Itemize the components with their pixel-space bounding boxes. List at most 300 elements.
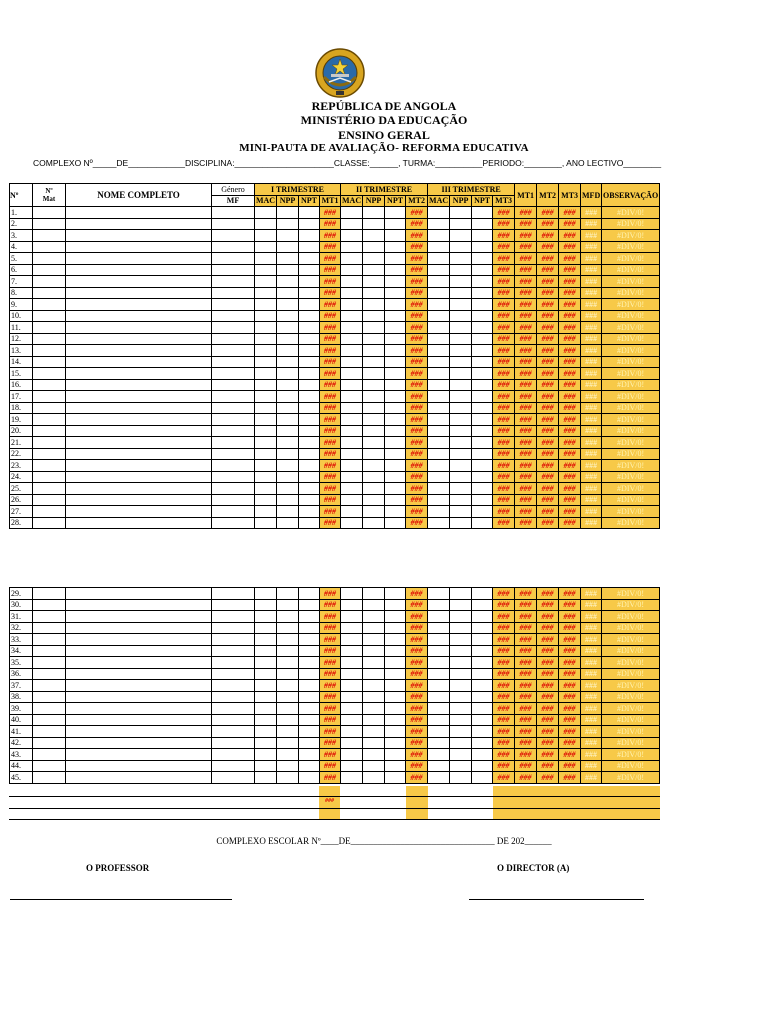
grade-cell — [428, 737, 450, 749]
mt-cell: ### — [515, 276, 537, 288]
footer-professor-label: O PROFESSOR — [86, 863, 150, 873]
observacao-cell: #DIV/0! — [602, 726, 660, 738]
grade-cell — [212, 668, 255, 680]
trimester-average-cell: ### — [493, 703, 515, 715]
grade-cell — [472, 356, 493, 368]
grade-cell — [385, 657, 406, 669]
grade-cell — [212, 264, 255, 276]
row-number: 12. — [10, 333, 33, 345]
grades-table-block2 — [9, 587, 660, 784]
observacao-cell: #DIV/0! — [602, 634, 660, 646]
grade-cell — [450, 402, 472, 414]
grade-cell — [450, 634, 472, 646]
grade-cell — [385, 425, 406, 437]
observacao-cell: #DIV/0! — [602, 680, 660, 692]
grade-cell — [450, 726, 472, 738]
mfd-cell: ### — [581, 322, 602, 334]
grade-cell — [255, 207, 277, 219]
grade-cell — [341, 218, 363, 230]
mfd-cell: ### — [581, 737, 602, 749]
mfd-cell: ### — [581, 588, 602, 600]
grade-cell — [472, 634, 493, 646]
grade-cell — [341, 287, 363, 299]
trimester-average-cell: ### — [406, 599, 428, 611]
trimester-average-cell: ### — [493, 391, 515, 403]
grade-cell — [299, 680, 320, 692]
mt-cell: ### — [559, 218, 581, 230]
mt-cell: ### — [559, 253, 581, 265]
trimester-average-cell: ### — [320, 230, 341, 242]
grade-cell — [363, 402, 385, 414]
grade-cell — [212, 414, 255, 426]
grade-cell — [66, 391, 212, 403]
grade-cell — [299, 737, 320, 749]
col-header-trimester-2: II TRIMESTRE — [341, 184, 428, 196]
grade-cell — [66, 483, 212, 495]
grade-cell — [277, 760, 299, 772]
grade-cell — [450, 425, 472, 437]
observacao-cell: #DIV/0! — [602, 494, 660, 506]
grade-cell — [341, 379, 363, 391]
grade-cell — [385, 471, 406, 483]
trimester-average-cell: ### — [320, 333, 341, 345]
grade-cell — [299, 494, 320, 506]
grade-cell — [277, 448, 299, 460]
grade-cell — [450, 333, 472, 345]
row-number: 23. — [10, 460, 33, 472]
grade-cell — [299, 368, 320, 380]
grade-cell — [428, 437, 450, 449]
observacao-cell: #DIV/0! — [602, 299, 660, 311]
grade-cell — [428, 622, 450, 634]
grade-cell — [341, 264, 363, 276]
trimester-average-cell: ### — [320, 494, 341, 506]
grade-cell — [472, 448, 493, 460]
mt-cell: ### — [559, 714, 581, 726]
grade-cell — [341, 471, 363, 483]
grade-cell — [472, 345, 493, 357]
grade-cell — [66, 668, 212, 680]
trimester-average-cell: ### — [320, 588, 341, 600]
grade-cell — [428, 402, 450, 414]
mt-cell: ### — [515, 230, 537, 242]
table-row — [10, 264, 660, 276]
grade-cell — [212, 287, 255, 299]
mt-cell: ### — [537, 657, 559, 669]
mt-cell: ### — [559, 287, 581, 299]
grade-cell — [341, 506, 363, 518]
mt-cell: ### — [515, 703, 537, 715]
table-row — [10, 333, 660, 345]
grade-cell — [363, 588, 385, 600]
grade-cell — [385, 287, 406, 299]
grade-cell — [212, 588, 255, 600]
observacao-cell: #DIV/0! — [602, 391, 660, 403]
grade-cell — [363, 517, 385, 529]
grade-cell — [385, 599, 406, 611]
mt-cell: ### — [515, 391, 537, 403]
observacao-cell: #DIV/0! — [602, 207, 660, 219]
grade-cell — [212, 749, 255, 761]
row-number: 14. — [10, 356, 33, 368]
grade-cell — [277, 402, 299, 414]
mt-cell: ### — [559, 299, 581, 311]
grade-cell — [341, 425, 363, 437]
col-header-npt: NPT — [299, 195, 320, 207]
trimester-average-cell: ### — [493, 471, 515, 483]
grade-cell — [472, 287, 493, 299]
mt-cell: ### — [537, 322, 559, 334]
grade-cell — [341, 645, 363, 657]
grade-cell — [255, 402, 277, 414]
grade-cell — [341, 345, 363, 357]
row-number: 45. — [10, 772, 33, 784]
table-row — [10, 691, 660, 703]
mfd-cell: ### — [581, 368, 602, 380]
observacao-cell: #DIV/0! — [602, 611, 660, 623]
mt-cell: ### — [537, 588, 559, 600]
grade-cell — [472, 703, 493, 715]
grade-cell — [277, 772, 299, 784]
mfd-cell: ### — [581, 207, 602, 219]
trimester-average-cell: ### — [493, 368, 515, 380]
observacao-cell: #DIV/0! — [602, 448, 660, 460]
trimester-average-cell: ### — [320, 622, 341, 634]
mt-cell: ### — [515, 668, 537, 680]
grade-cell — [341, 726, 363, 738]
grade-cell — [472, 517, 493, 529]
grade-cell — [212, 634, 255, 646]
trimester-average-cell: ### — [493, 494, 515, 506]
observacao-cell: #DIV/0! — [602, 414, 660, 426]
mt-cell: ### — [537, 471, 559, 483]
mt-cell: ### — [537, 726, 559, 738]
grade-cell — [450, 599, 472, 611]
trimester-average-cell: ### — [320, 645, 341, 657]
grade-cell — [33, 379, 66, 391]
grade-cell — [428, 680, 450, 692]
grade-cell — [450, 772, 472, 784]
table-row — [10, 749, 660, 761]
grade-cell — [428, 668, 450, 680]
grade-cell — [428, 703, 450, 715]
mt-cell: ### — [537, 241, 559, 253]
grade-cell — [277, 611, 299, 623]
grade-cell — [299, 714, 320, 726]
grade-cell — [33, 680, 66, 692]
grade-cell — [299, 264, 320, 276]
grade-cell — [363, 703, 385, 715]
table-row — [10, 494, 660, 506]
grade-cell — [428, 356, 450, 368]
mt-cell: ### — [537, 737, 559, 749]
mt-cell: ### — [537, 230, 559, 242]
mt-cell: ### — [515, 494, 537, 506]
grade-cell — [385, 241, 406, 253]
grade-cell — [428, 368, 450, 380]
trimester-average-cell: ### — [406, 726, 428, 738]
trimester-average-cell: ### — [320, 760, 341, 772]
grade-cell — [385, 356, 406, 368]
grade-cell — [472, 668, 493, 680]
mt-cell: ### — [515, 345, 537, 357]
grade-cell — [299, 241, 320, 253]
grade-cell — [363, 737, 385, 749]
observacao-cell: #DIV/0! — [602, 345, 660, 357]
mt-cell: ### — [559, 599, 581, 611]
table-row — [10, 310, 660, 322]
mfd-cell: ### — [581, 622, 602, 634]
mt-cell: ### — [515, 471, 537, 483]
mt-cell: ### — [559, 588, 581, 600]
mt-cell: ### — [537, 356, 559, 368]
grade-cell — [277, 333, 299, 345]
grade-cell — [385, 494, 406, 506]
grade-cell — [363, 622, 385, 634]
grade-cell — [428, 264, 450, 276]
trimester-average-cell: ### — [493, 253, 515, 265]
grade-cell — [277, 588, 299, 600]
trimester-average-cell: ### — [320, 691, 341, 703]
trimester-average-cell: ### — [320, 345, 341, 357]
observacao-cell: #DIV/0! — [602, 437, 660, 449]
observacao-cell: #DIV/0! — [602, 645, 660, 657]
mt-cell: ### — [559, 506, 581, 518]
mt-cell: ### — [537, 299, 559, 311]
mt-cell: ### — [515, 506, 537, 518]
totals-area — [9, 786, 660, 820]
grade-cell — [472, 402, 493, 414]
grade-cell — [363, 599, 385, 611]
grade-cell — [428, 448, 450, 460]
grade-cell — [212, 714, 255, 726]
grade-cell — [299, 310, 320, 322]
grade-cell — [385, 634, 406, 646]
mfd-cell: ### — [581, 772, 602, 784]
grade-cell — [299, 379, 320, 391]
mt-cell: ### — [537, 207, 559, 219]
grade-cell — [428, 772, 450, 784]
grade-cell — [385, 460, 406, 472]
mfd-cell: ### — [581, 356, 602, 368]
grade-cell — [450, 356, 472, 368]
mt-cell: ### — [559, 230, 581, 242]
observacao-cell: #DIV/0! — [602, 471, 660, 483]
trimester-average-cell: ### — [493, 333, 515, 345]
row-number: 2. — [10, 218, 33, 230]
grade-cell — [341, 483, 363, 495]
grade-cell — [428, 287, 450, 299]
grade-cell — [212, 368, 255, 380]
director-signature-line — [469, 899, 644, 900]
grades-table-block1 — [9, 183, 660, 529]
trimester-average-cell: ### — [406, 310, 428, 322]
col-header-name: NOME COMPLETO — [66, 184, 212, 207]
observacao-cell: #DIV/0! — [602, 714, 660, 726]
grade-cell — [363, 287, 385, 299]
grade-cell — [212, 645, 255, 657]
grade-cell — [33, 714, 66, 726]
grade-cell — [472, 494, 493, 506]
grade-cell — [33, 368, 66, 380]
grade-cell — [212, 207, 255, 219]
grade-cell — [385, 391, 406, 403]
grade-cell — [66, 414, 212, 426]
mt-cell: ### — [559, 749, 581, 761]
grade-cell — [212, 494, 255, 506]
mt-cell: ### — [537, 668, 559, 680]
grade-cell — [66, 287, 212, 299]
mt-cell: ### — [559, 356, 581, 368]
grade-cell — [472, 437, 493, 449]
grade-cell — [363, 414, 385, 426]
row-number: 21. — [10, 437, 33, 449]
mt-cell: ### — [515, 322, 537, 334]
grade-cell — [255, 749, 277, 761]
grade-cell — [450, 310, 472, 322]
grade-cell — [428, 276, 450, 288]
mt-cell: ### — [559, 310, 581, 322]
trimester-average-cell: ### — [493, 218, 515, 230]
trimester-average-cell: ### — [406, 368, 428, 380]
mt-cell: ### — [559, 691, 581, 703]
grade-cell — [428, 379, 450, 391]
grade-cell — [472, 471, 493, 483]
grade-cell — [33, 414, 66, 426]
grade-cell — [472, 230, 493, 242]
grade-cell — [255, 611, 277, 623]
table-row — [10, 714, 660, 726]
trimester-average-cell: ### — [406, 680, 428, 692]
mt-cell: ### — [515, 483, 537, 495]
grade-cell — [212, 772, 255, 784]
grade-cell — [428, 218, 450, 230]
trimester-average-cell: ### — [320, 299, 341, 311]
grade-cell — [255, 471, 277, 483]
table-row — [10, 599, 660, 611]
trimester-average-cell: ### — [320, 737, 341, 749]
grade-cell — [341, 657, 363, 669]
trimester-average-cell: ### — [320, 264, 341, 276]
grade-cell — [385, 760, 406, 772]
grade-cell — [385, 622, 406, 634]
grade-cell — [66, 506, 212, 518]
trimester-average-cell: ### — [493, 645, 515, 657]
mt-cell: ### — [559, 276, 581, 288]
grade-cell — [450, 391, 472, 403]
trimester-average-cell: ### — [406, 448, 428, 460]
grade-cell — [299, 276, 320, 288]
grade-cell — [450, 714, 472, 726]
table-row — [10, 437, 660, 449]
grade-cell — [450, 611, 472, 623]
trimester-average-cell: ### — [406, 437, 428, 449]
grade-cell — [277, 287, 299, 299]
grade-cell — [277, 506, 299, 518]
grade-cell — [277, 218, 299, 230]
col-header-mt2-tri: MT2 — [406, 195, 428, 207]
mfd-cell: ### — [581, 691, 602, 703]
mt-cell: ### — [515, 714, 537, 726]
grade-cell — [472, 483, 493, 495]
grade-cell — [363, 345, 385, 357]
grade-cell — [255, 448, 277, 460]
grade-cell — [255, 241, 277, 253]
table-row — [10, 276, 660, 288]
grade-cell — [255, 680, 277, 692]
table-row — [10, 253, 660, 265]
trimester-average-cell: ### — [320, 657, 341, 669]
trimester-average-cell: ### — [320, 437, 341, 449]
grade-cell — [277, 345, 299, 357]
grade-cell — [33, 611, 66, 623]
mfd-cell: ### — [581, 714, 602, 726]
row-number: 27. — [10, 506, 33, 518]
grade-cell — [299, 622, 320, 634]
grade-cell — [385, 345, 406, 357]
observacao-cell: #DIV/0! — [602, 622, 660, 634]
row-number: 31. — [10, 611, 33, 623]
grade-cell — [450, 379, 472, 391]
grade-cell — [299, 517, 320, 529]
grade-cell — [341, 703, 363, 715]
table-row — [10, 299, 660, 311]
grade-cell — [212, 241, 255, 253]
mt-cell: ### — [515, 460, 537, 472]
table-row — [10, 287, 660, 299]
grade-cell — [450, 622, 472, 634]
row-number: 42. — [10, 737, 33, 749]
trimester-average-cell: ### — [406, 379, 428, 391]
grade-cell — [33, 471, 66, 483]
grade-cell — [363, 368, 385, 380]
grade-cell — [277, 379, 299, 391]
observacao-cell: #DIV/0! — [602, 287, 660, 299]
grade-cell — [450, 414, 472, 426]
mt-cell: ### — [559, 622, 581, 634]
table-row — [10, 356, 660, 368]
trimester-average-cell: ### — [406, 668, 428, 680]
mfd-cell: ### — [581, 425, 602, 437]
trimester-average-cell: ### — [406, 471, 428, 483]
mt-cell: ### — [559, 391, 581, 403]
trimester-average-cell: ### — [493, 634, 515, 646]
grade-cell — [277, 299, 299, 311]
grade-cell — [450, 691, 472, 703]
grade-cell — [277, 703, 299, 715]
grade-cell — [33, 645, 66, 657]
footer-school-line: COMPLEXO ESCOLAR Nº____DE________________________________ DE 202______ — [216, 836, 552, 846]
grade-cell — [66, 703, 212, 715]
observacao-cell: #DIV/0! — [602, 517, 660, 529]
grade-cell — [299, 437, 320, 449]
grade-cell — [363, 657, 385, 669]
col-header-observacao: OBSERVAÇÃO — [602, 184, 660, 207]
grade-cell — [341, 634, 363, 646]
grade-cell — [255, 391, 277, 403]
grade-cell — [341, 207, 363, 219]
grade-cell — [472, 760, 493, 772]
grade-cell — [428, 645, 450, 657]
mt-cell: ### — [537, 760, 559, 772]
mfd-cell: ### — [581, 645, 602, 657]
grade-cell — [277, 680, 299, 692]
mt-cell: ### — [559, 471, 581, 483]
trimester-average-cell: ### — [406, 588, 428, 600]
mt-cell: ### — [515, 517, 537, 529]
trimester-average-cell: ### — [320, 517, 341, 529]
grade-cell — [277, 634, 299, 646]
